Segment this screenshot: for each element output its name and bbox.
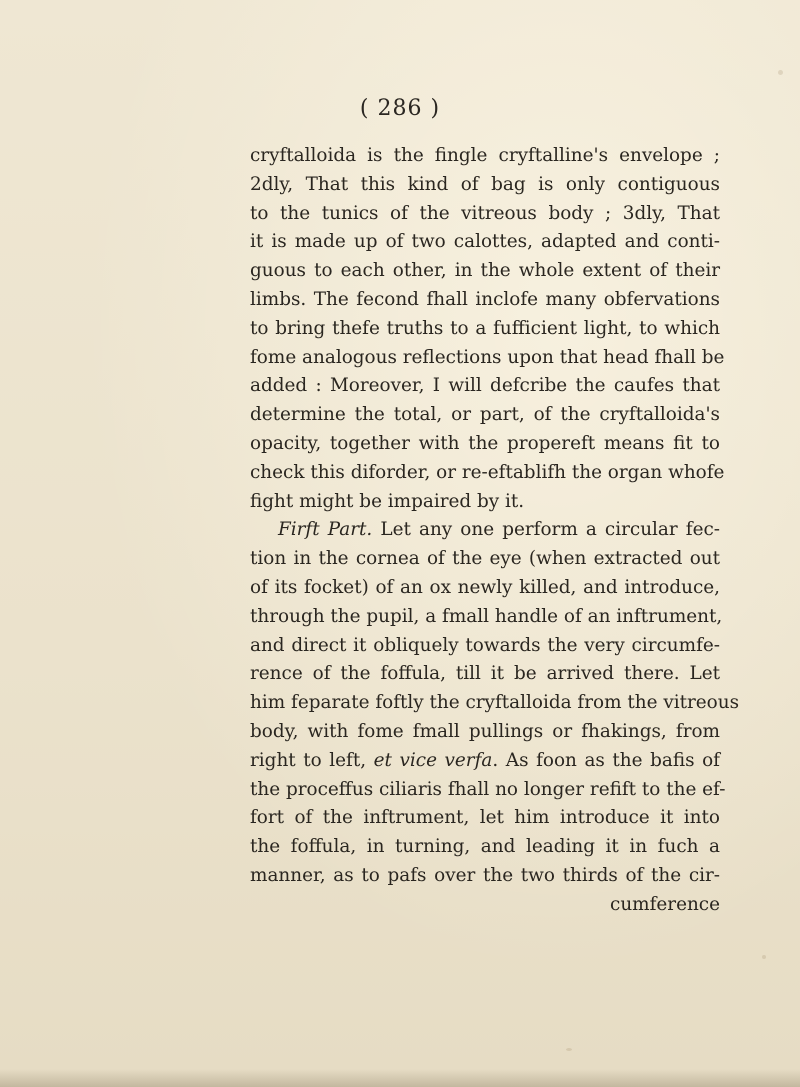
text-line: manner, as to pafs over the two thirds of the cir- — [250, 864, 720, 886]
text-line: determine the total, or part, of the cryftalloida's — [250, 404, 720, 426]
italic-phrase: et vice verfa — [373, 749, 493, 771]
text-line: opacity, together with the propereft means fit to — [250, 432, 720, 454]
text-line: fome analogous reflections upon that head fhall be — [250, 346, 725, 368]
text-line: check this diforder, or re-eftablifh the organ whofe — [250, 461, 725, 483]
text-line: and direct it obliquely towards the very circumfe- — [250, 634, 720, 656]
text-fragment: . As foon as the bafis of — [492, 749, 720, 771]
foxing-spot — [566, 1048, 572, 1051]
text-line: it is made up of two calottes, adapted and conti- — [250, 231, 720, 253]
text-line: cryftalloida is the fingle cryftalline's envelope ; — [250, 145, 720, 166]
page-number: ( 286 ) — [359, 96, 441, 121]
text-line: tion in the cornea of the eye (when extracted out — [250, 548, 720, 570]
text-line: rence of the foffula, till it be arrived there. Let — [250, 663, 720, 685]
body-text — [250, 142, 740, 920]
foxing-spot — [778, 70, 783, 75]
catchword: cumference — [610, 893, 720, 915]
text-line: fort of the inftrument, let him introduce it into — [250, 807, 720, 829]
text-line: the foffula, in turning, and leading it in fuch a — [250, 836, 720, 858]
text-line: the proceffus ciliaris fhall no longer refift to the ef- — [250, 778, 726, 800]
text-line: body, with fome fmall pullings or fhakings, from — [250, 720, 720, 742]
foxing-spot — [762, 955, 766, 959]
text-line: of its focket) of an ox newly killed, and introduce, — [250, 576, 720, 598]
text-line: to the tunics of the vitreous body ; 3dly, That — [250, 202, 720, 224]
text-line: fight might be impaired by it. — [250, 490, 525, 512]
text-line: him feparate foftly the cryftalloida from the vitreous — [250, 692, 740, 714]
text-line: limbs. The fecond fhall inclofe many obfervations — [250, 288, 720, 310]
section-first-line — [250, 516, 720, 545]
text-line: through the pupil, a fmall handle of an inftrument, — [250, 605, 723, 627]
text-fragment: right to left, — [250, 749, 374, 771]
text-line: added : Moreover, I will defcribe the caufes that — [250, 375, 720, 397]
page-edge-shadow — [0, 1069, 800, 1087]
text-line-with-italic — [250, 747, 720, 776]
section-heading: Firft Part. — [278, 519, 373, 541]
text-line: to bring thefe truths to a fufficient light, to which — [250, 317, 720, 339]
text-fragment: Let any one perform a circular fec- — [372, 519, 720, 541]
text-line: 2dly, That this kind of bag is only contiguous — [250, 173, 720, 195]
text-line: guous to each other, in the whole extent of their — [250, 260, 720, 282]
